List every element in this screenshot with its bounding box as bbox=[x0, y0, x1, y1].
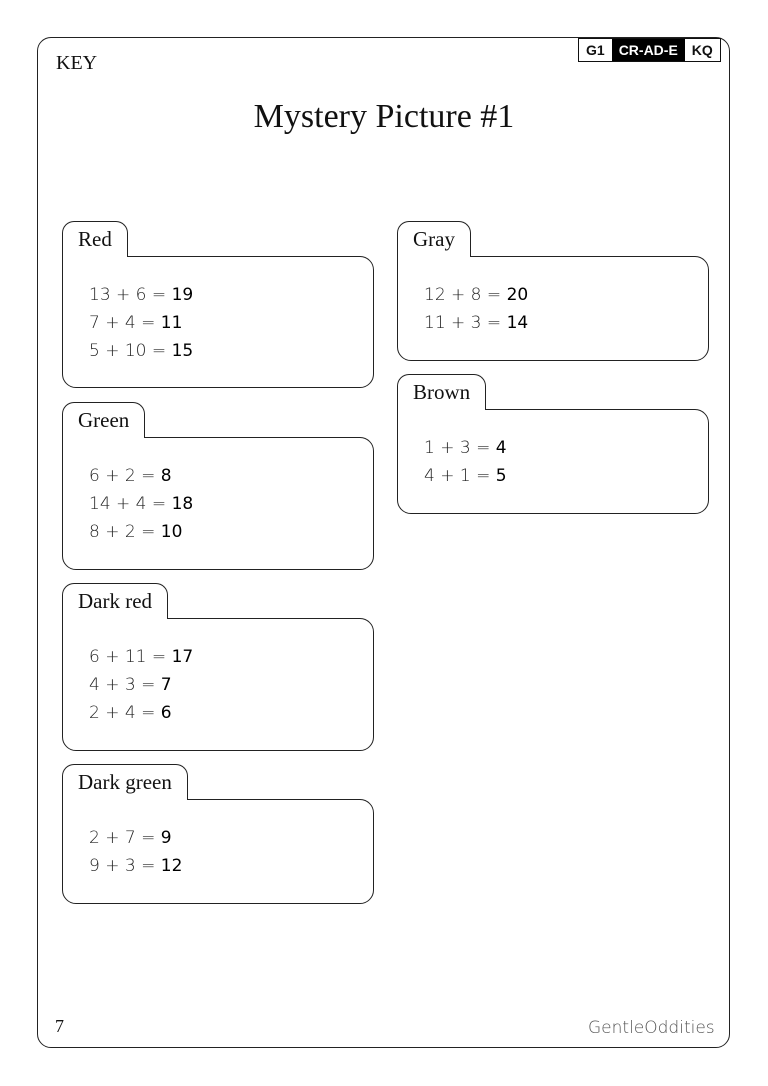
card-body bbox=[397, 256, 709, 361]
equation: 14 + 4 = 18 bbox=[89, 493, 194, 514]
card-body bbox=[397, 409, 709, 514]
card-tab: Gray bbox=[397, 221, 471, 257]
equation: 12 + 8 = 20 bbox=[424, 284, 529, 305]
equation: 2 + 7 = 9 bbox=[89, 827, 172, 848]
equation: 7 + 4 = 11 bbox=[89, 312, 183, 333]
card-tab: Red bbox=[62, 221, 128, 257]
color-card-green bbox=[62, 402, 374, 570]
card-tab: Brown bbox=[397, 374, 486, 410]
worksheet-code-tags bbox=[578, 38, 721, 62]
equation: 9 + 3 = 12 bbox=[89, 855, 183, 876]
standard-tag: CR-AD-E bbox=[612, 39, 685, 61]
card-body bbox=[62, 256, 374, 388]
color-card-dark-green bbox=[62, 764, 374, 904]
equation: 6 + 2 = 8 bbox=[89, 465, 172, 486]
equation: 2 + 4 = 6 bbox=[89, 702, 172, 723]
grade-tag: G1 bbox=[586, 42, 605, 58]
page-title: Mystery Picture #1 bbox=[253, 98, 515, 135]
color-card-red bbox=[62, 221, 374, 388]
equation: 5 + 10 = 15 bbox=[89, 340, 194, 361]
equation: 4 + 1 = 5 bbox=[424, 465, 507, 486]
equation: 6 + 11 = 17 bbox=[89, 646, 194, 667]
answer-key-tag: KQ bbox=[691, 42, 713, 58]
card-body bbox=[62, 618, 374, 751]
color-card-brown bbox=[397, 374, 709, 514]
equation: 1 + 3 = 4 bbox=[424, 437, 507, 458]
brand-logo: GentleOddities bbox=[588, 1018, 715, 1038]
card-body bbox=[62, 437, 374, 570]
key-label: KEY bbox=[56, 52, 98, 74]
equation: 4 + 3 = 7 bbox=[89, 674, 172, 695]
page-number: 7 bbox=[55, 1016, 64, 1036]
equation: 11 + 3 = 14 bbox=[424, 312, 529, 333]
card-tab: Dark green bbox=[62, 764, 188, 800]
card-tab: Green bbox=[62, 402, 145, 438]
card-body bbox=[62, 799, 374, 904]
color-card-dark-red bbox=[62, 583, 374, 751]
equation: 8 + 2 = 10 bbox=[89, 521, 183, 542]
color-card-gray bbox=[397, 221, 709, 361]
equation: 13 + 6 = 19 bbox=[89, 284, 194, 305]
card-tab: Dark red bbox=[62, 583, 168, 619]
